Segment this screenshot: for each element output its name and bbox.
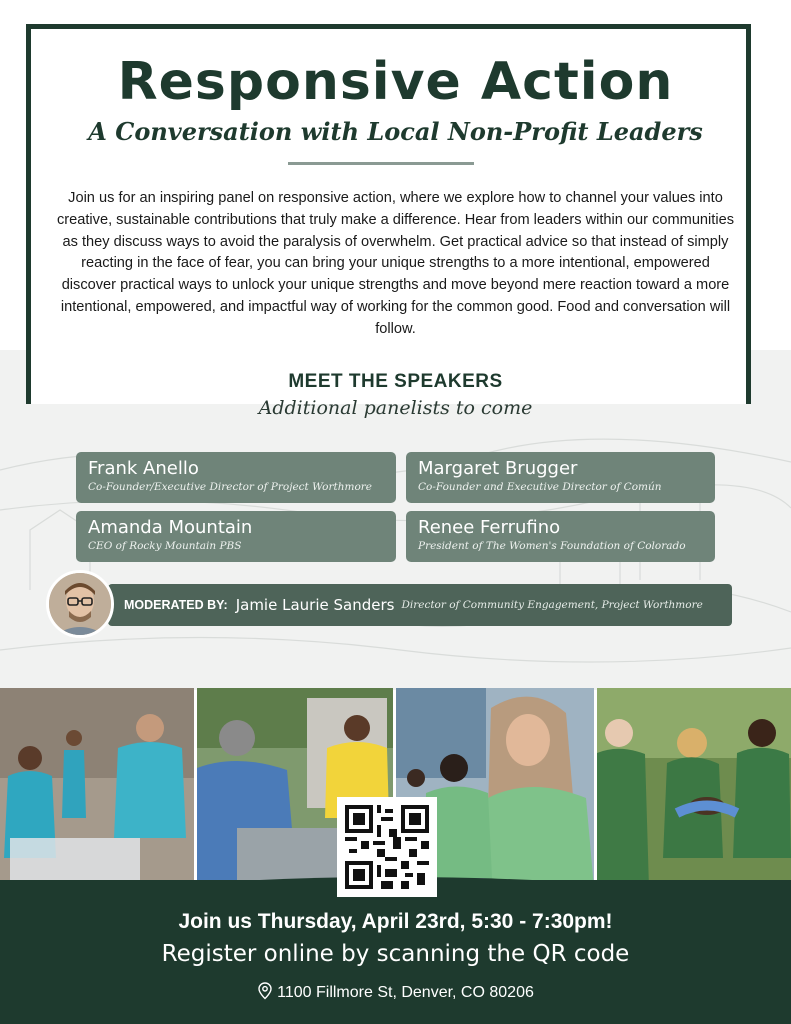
speaker-card (76, 511, 396, 562)
speaker-role: Co-Founder and Executive Director of Común (418, 481, 662, 493)
moderator-label: MODERATED BY: (124, 598, 228, 612)
moderator-name: Jamie Laurie Sanders (235, 596, 395, 614)
speaker-name: Amanda Mountain (88, 517, 253, 538)
speaker-card (406, 452, 715, 503)
speaker-role: CEO of Rocky Mountain PBS (88, 540, 242, 552)
speakers-subheading: Additional panelists to come (258, 397, 533, 419)
speaker-name: Margaret Brugger (418, 458, 578, 479)
qr-code-icon[interactable] (337, 797, 437, 897)
speaker-role: President of The Women's Foundation of Colorado (418, 540, 686, 552)
speakers-heading: MEET THE SPEAKERS (288, 371, 503, 392)
title-divider (288, 162, 474, 165)
moderator-bar (108, 584, 732, 626)
volunteer-photo (0, 688, 194, 888)
volunteer-photo (597, 688, 791, 888)
event-date-time: Join us Thursday, April 23rd, 5:30 - 7:30pm! (178, 910, 613, 933)
speaker-role: Co-Founder/Executive Director of Project Worthmore (88, 481, 373, 493)
intro-paragraph: Join us for an inspiring panel on responsive action, where we explore how to channel your values into creative, sustainable contributions that truly make a difference. Hear from leaders within our communities as they discuss ways to avoid the paralysis of overwhelm. Get practical advice so that instead of simply reacting in the face of fear, you can bring your unique strengths to a more intentional, empowered discover practical ways to unlock your unique strengths and move beyond mere reaction toward a more intentional, empowered, and impactful way of working for the common good. Food and conversation will follow. (56, 190, 735, 337)
moderator-role: Director of Community Engagement, Project Worthmore (401, 599, 703, 611)
event-address (0, 982, 791, 1005)
speaker-name: Renee Ferrufino (418, 517, 561, 538)
speaker-card (406, 511, 715, 562)
speaker-card (76, 452, 396, 503)
map-pin-icon (257, 982, 273, 1005)
register-instructions: Register online by scanning the QR code (161, 941, 630, 967)
address-text: 1100 Fillmore St, Denver, CO 80206 (277, 984, 534, 1001)
speaker-name: Frank Anello (88, 458, 199, 479)
page-subtitle: A Conversation with Local Non-Profit Leaders (88, 117, 703, 146)
page-title: Responsive Action (117, 52, 674, 112)
moderator-avatar (46, 570, 114, 638)
